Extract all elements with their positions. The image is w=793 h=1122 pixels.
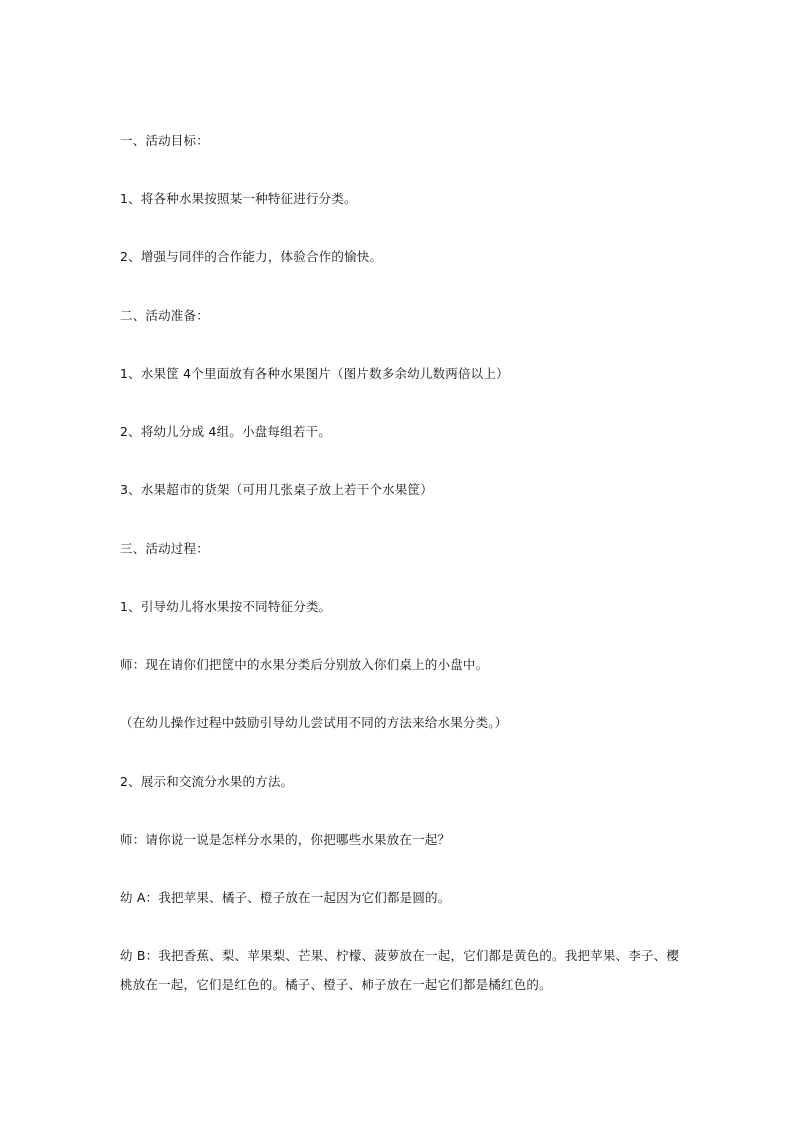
- heading-activity-goals: 一、活动目标：: [120, 133, 209, 148]
- process-item-1: 1、引导幼儿将水果按不同特征分类。: [120, 599, 332, 614]
- goal-item-1: 1、将各种水果按照某一种特征进行分类。: [120, 191, 357, 206]
- preparation-item-3: 3、水果超市的货架（可用几张桌子放上若干个水果筐）: [120, 482, 433, 497]
- preparation-item-1: 1、水果筐 4个里面放有各种水果图片（图片数多余幼儿数两倍以上）: [120, 366, 509, 381]
- child-a-line: 幼 A：我把苹果、橘子、橙子放在一起因为它们都是圆的。: [120, 890, 451, 905]
- heading-activity-process: 三、活动过程：: [120, 541, 209, 556]
- preparation-item-2: 2、将幼儿分成 4组。小盘每组若干。: [120, 424, 331, 439]
- child-b-line: 幼 B：我把香蕉、梨、苹果梨、芒果、柠檬、菠萝放在一起，它们都是黄色的。我把苹果、李子、樱桃放在一起，它们是红色的。橘子、橙子、柿子放在一起它们都是橘红色的。: [120, 948, 680, 992]
- process-note: （在幼儿操作过程中鼓励引导幼儿尝试用不同的方法来给水果分类。）: [120, 715, 508, 730]
- teacher-line-2: 师：请你说一说是怎样分水果的，你把哪些水果放在一起？: [120, 832, 451, 847]
- process-item-2: 2、展示和交流分水果的方法。: [120, 774, 294, 789]
- goal-item-2: 2、增强与同伴的合作能力，体验合作的愉快。: [120, 249, 383, 264]
- heading-activity-preparation: 二、活动准备：: [120, 308, 209, 323]
- teacher-line-1: 师：现在请你们把筐中的水果分类后分别放入你们桌上的小盘中。: [120, 657, 489, 672]
